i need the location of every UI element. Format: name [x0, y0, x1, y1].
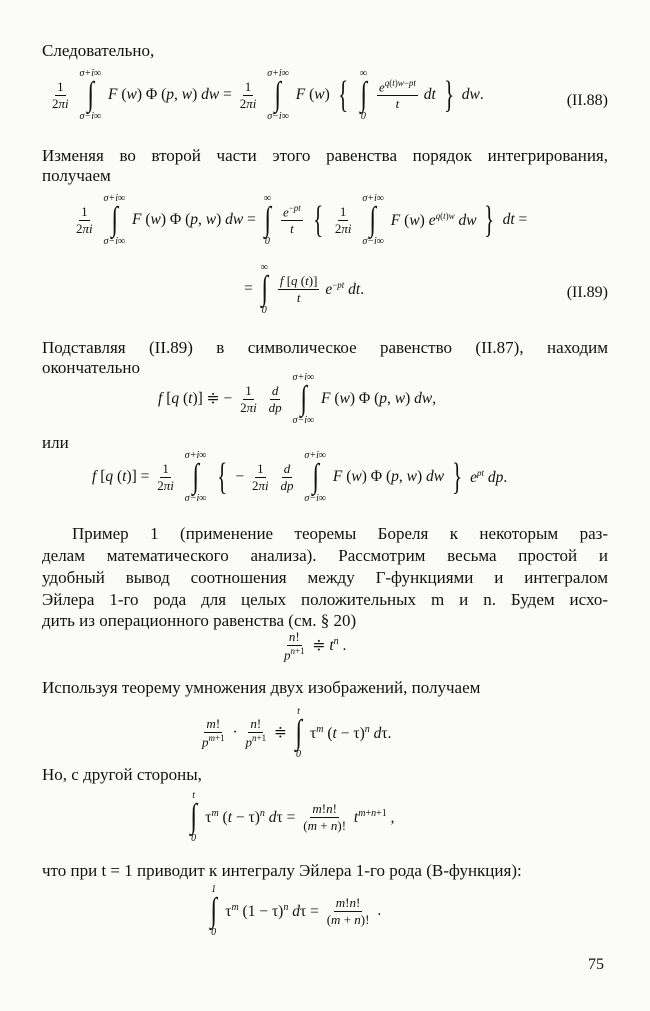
paragraph-text: дить из операционного равенства (см. § 20)	[42, 611, 357, 630]
paragraph-text: или	[42, 433, 69, 452]
equation-result-1: f [q (t)] ≑ − $\frac{1}{2\pi i}$ $\frac{d}{dp}$ σ+i∞ ∫ σ−i∞ F (w) Φ (p, w) dw,	[158, 372, 437, 427]
equation-other-side: t ∫ 0 $\tau^m$ $(t - \tau)^n$ dτ = $\frac{m!n!}{(m + n)!}$ $t^{m+n+1}$ ,	[190, 790, 395, 845]
page-number: 75	[588, 956, 604, 973]
equation-ii-89-line1: $\frac{1}{2\pi i}$ σ+i∞ ∫ σ−i∞ F (w) Φ (p, w) dw = ∞ ∫ 0 $\frac{e^{-pt}}{t}$ { $\frac{1}{2\pi i}$ σ+i∞ ∫ σ−i∞ F (w) $e^{q(t)w}$ dw } dt =	[76, 193, 528, 248]
paragraph-text: Используя теорему умножения двух изображений, получаем	[42, 678, 481, 697]
paragraph-text: Пример 1 (применение теоремы Бореля к некоторым раз-	[72, 524, 608, 543]
paragraph-text: удобный вывод соотношения между Γ-функциями и интегралом	[42, 568, 608, 587]
equation-ii-89-line2: = ∞ ∫ 0 $\frac{f [q (t)]}{t}$ $e^{-pt}$ dt.	[244, 262, 365, 317]
equation-ii-88: $\frac{1}{2\pi i}$ σ+i∞ ∫ σ−i∞ F (w) Φ (p, w) dw = $\frac{1}{2\pi i}$ σ+i∞ ∫ σ−i∞ F (w) { ∞ ∫ 0 $\frac{e^{q(t)w-pt}}{t}$ dt } dw.	[52, 68, 484, 123]
equation-beta-function: 1 ∫ 0 $\tau^m$ $(1 - \tau)^n$ dτ = $\frac{m!n!}{(m + n)!}$ .	[210, 884, 382, 939]
paragraph-text: получаем	[42, 166, 111, 185]
paragraph-text: Изменяя во второй части этого равенства порядок интегрирования,	[42, 146, 608, 165]
paragraph-text: Но, с другой стороны,	[42, 765, 202, 784]
paragraph-text: Эйлера 1-го рода для целых положительных m и n. Будем исхо-	[42, 590, 608, 609]
equation-number: (II.88)	[566, 92, 608, 109]
equation-operational: $\frac{n!}{p^{n+1}}$ ≑ $t^n$ .	[284, 629, 347, 662]
equation-result-2: f [q (t)] = $\frac{1}{2\pi i}$ σ+i∞ ∫ σ−i∞ { − $\frac{1}{2\pi i}$ $\frac{d}{dp}$ σ+i∞ ∫ σ−i∞ F (w) Φ (p, w) dw } $e^{pt}$ dp.	[92, 450, 508, 505]
paragraph-text: Следовательно,	[42, 41, 155, 60]
paragraph-text: делам математического анализа). Рассмотрим весьма простой и	[42, 546, 608, 565]
equation-product: $\frac{m!}{p^{m+1}}$ · $\frac{n!}{p^{n+1}}$ ≑ t ∫ 0 $\tau^m$ $(t - \tau)^n$ dτ.	[202, 706, 392, 761]
paragraph-text: окончательно	[42, 358, 140, 377]
paragraph-text: что при t = 1 приводит к интегралу Эйлера 1-го рода (B-функция):	[42, 861, 522, 880]
equation-number: (II.89)	[566, 284, 608, 301]
paragraph-text: Подставляя (II.89) в символическое равенство (II.87), находим	[42, 338, 608, 357]
